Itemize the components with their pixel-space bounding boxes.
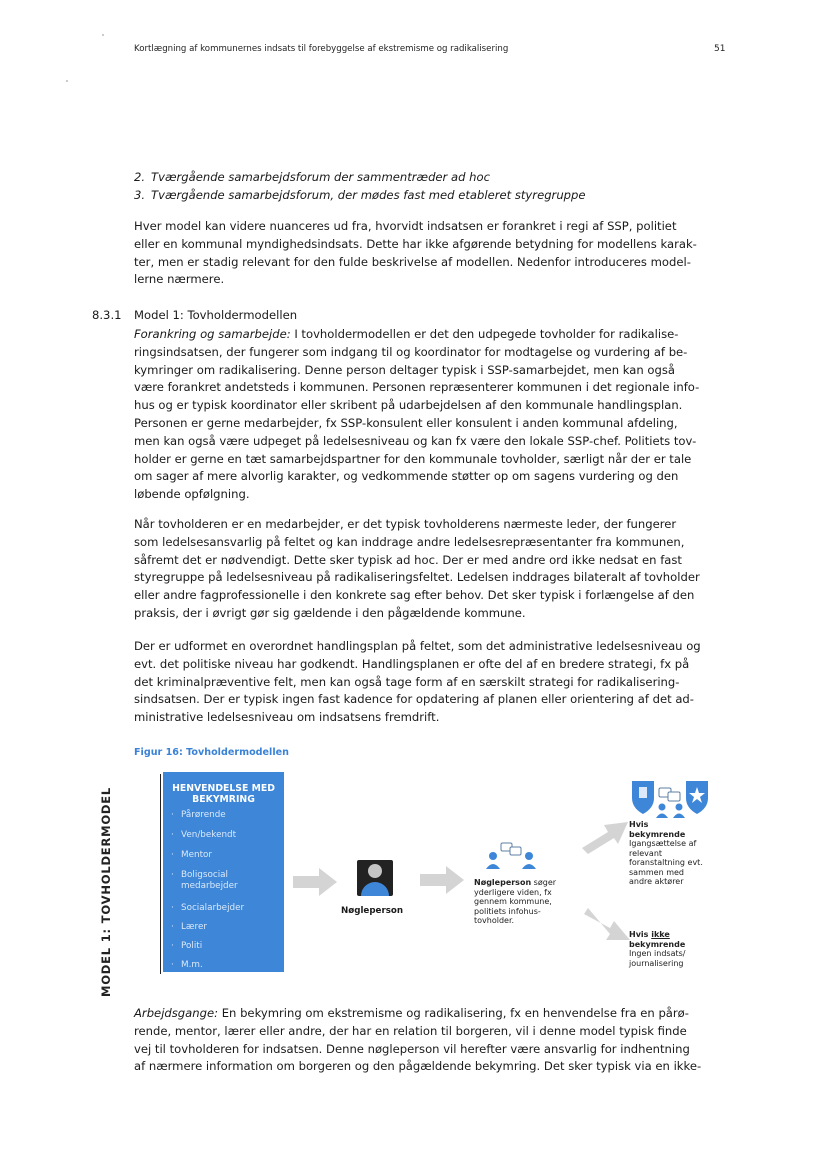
- section-title: Model 1: Tovholdermodellen: [134, 308, 298, 322]
- list-text: Tværgående samarbejdsforum der sammentræder ad hoc: [151, 170, 490, 184]
- list-item: [134, 170, 490, 184]
- text-run: I tovholdermodellen er det den udpegede tovholder for radikalise-: [290, 327, 679, 341]
- text-line: af nærmere information om borgeren og den pågældende bekymring. Det sker typisk via en ikke-: [134, 1059, 702, 1074]
- text-line: vej til tovholderen for indsatsen. Denne nøgleperson vil herefter være ansvarlig for indhentning: [134, 1041, 690, 1056]
- list-number: 2.: [134, 170, 146, 184]
- arrow-up-right-icon: [580, 814, 630, 854]
- list-item: · Ven/bekendt: [171, 830, 237, 840]
- text-line: holder er gerne en tæt samarbejdspartner for den kommunale tovholder, særligt når der er tale: [134, 451, 692, 466]
- list-item: · Lærer: [171, 922, 207, 932]
- text-line: Når tovholderen er en medarbejder, er det typisk tovholderens nærmeste leder, der fungerer: [134, 517, 677, 531]
- concern-box-title: HENVENDELSE MED BEKYMRING: [172, 783, 275, 805]
- text-line: det kriminalpræventive felt, men kan også tage form af en særskilt strategi for radikalisering-: [134, 674, 680, 689]
- text-line: være forankret andetsteds i kommunen. Personen repræsenterer kommunen i det regionale info-: [134, 380, 700, 395]
- text-line: rende, mentor, lærer eller andre, der har en relation til borgeren, vil i denne model typisk finde: [134, 1023, 687, 1038]
- text-line: [134, 1005, 726, 1023]
- arrow-down-right-icon: [582, 908, 632, 946]
- list-item: · M.m.: [171, 960, 203, 970]
- arrow-right-icon: [420, 866, 466, 894]
- text-line: ministrative ledelsesniveau om indsatsens fremdrift.: [134, 710, 440, 725]
- paragraph-handlingsplan: [134, 638, 726, 727]
- list-number: 3.: [134, 188, 146, 202]
- text-line: Der er udformet en overordnet handlingsplan på feltet, som det administrative ledelsesniveau og: [134, 639, 701, 653]
- text-line: evt. det politiske niveau har godkendt. Handlingsplanen er ofte del af en bredere strategi, fx på: [134, 656, 690, 671]
- paragraph-forankring: [134, 326, 726, 504]
- text-line: såfremt det er nødvendigt. Dette sker typisk ad hoc. Der er med andre ord ikke nedsat en fast: [134, 552, 682, 567]
- page-number: 51: [714, 44, 726, 54]
- lead-in: Arbejdsgange:: [134, 1006, 219, 1020]
- list-text: Tværgående samarbejdsforum, der mødes fast med etableret styregruppe: [151, 188, 586, 202]
- arrow-right-icon: [293, 868, 339, 896]
- list-item: [134, 188, 586, 202]
- text-line: løbende opfølgning.: [134, 487, 250, 502]
- scan-speck: [102, 34, 104, 36]
- text-line: Personen er gerne medarbejder, fx SSP-konsulent eller konsulent i anden kommunal afdeling,: [134, 415, 678, 430]
- person-head: [368, 864, 382, 878]
- authorities-icon: [630, 778, 712, 818]
- text-line: eller andre fagprofessionelle i den konkrete sag efter behov. Det sker typisk i forlængelse af den: [134, 588, 695, 603]
- text-line: eller en kommunal myndighedsindsats. Dette har ikke afgørende betydning for modellens karak-: [134, 236, 697, 251]
- text-line: Hver model kan videre nuanceres ud fra, hvorvidt indsatsen er forankret i regi af SSP, politiet: [134, 219, 677, 233]
- paragraph-intro: [134, 218, 726, 289]
- text-line: ringsindsatsen, der fungerer som indgang til og koordinator for modtagelse og vurdering af be-: [134, 344, 688, 359]
- list-item: · Socialarbejder: [171, 903, 245, 913]
- text-line: som ledelsesansvarlig på feltet og kan inddrage andre ledelsesrepræsentanter fra kommunen,: [134, 534, 685, 549]
- section-number: 8.3.1: [92, 308, 122, 322]
- concern-box: [163, 772, 284, 972]
- person-body: [361, 882, 389, 896]
- text-line: men kan også være udpeget på ledelsesniveau og kan fx være den lokale SSP-chef. Politiets tov-: [134, 433, 697, 448]
- running-header: Kortlægning af kommunernes indsats til forebyggelse af ekstremisme og radikalisering: [134, 44, 509, 54]
- list-item: · Politi: [171, 941, 203, 951]
- person-label: Nøgleperson: [341, 906, 404, 916]
- text-line: lerne nærmere.: [134, 272, 225, 287]
- keyperson-text: Nøgleperson søger yderligere viden, fx gennem kommune, politiets infohus- tovholder.: [474, 878, 557, 925]
- scan-speck: [66, 80, 68, 82]
- text-line: om sager af mere alvorlig karakter, og vedkommende støtter op om sagens vurdering og den: [134, 469, 679, 484]
- text-line: ter, men er stadig relevant for den fulde beskrivelse af modellen. Nedenfor introduceres model-: [134, 254, 691, 269]
- text-line: hus og er typisk koordinator eller skribent på udarbejdelsen af den kommunale handlingsplan.: [134, 398, 683, 413]
- paragraph-leder: [134, 516, 726, 623]
- lead-in: Forankring og samarbejde:: [134, 327, 291, 341]
- figure-caption: Figur 16: Tovholdermodellen: [134, 747, 289, 758]
- concern-outcome-text: Hvis bekymrende Igangsættelse af relevant foranstaltning evt. sammen med andre aktører: [629, 820, 703, 886]
- list-item: · Mentor: [171, 850, 213, 860]
- no-concern-outcome-text: Hvis ikke bekymrende Ingen indsats/ journalisering: [629, 930, 686, 968]
- text-line: sindsatsen. Der er typisk ingen fast kadence for opdatering af planen eller orientering af det ad-: [134, 692, 694, 707]
- text-line: [134, 326, 726, 344]
- person-icon: [357, 860, 393, 896]
- text-run: En bekymring om ekstremisme og radikalisering, fx en henvendelse fra en pårø-: [218, 1006, 689, 1020]
- text-line: praksis, der i øvrigt gør sig gældende i den pågældende kommune.: [134, 605, 526, 620]
- list-item: · Boligsocial medarbejder: [171, 870, 238, 891]
- paragraph-arbejdsgange: [134, 1005, 726, 1076]
- figure-divider: [160, 774, 161, 974]
- text-line: kymringer om radikalisering. Denne person deltager typisk i SSP-samarbejdet, men kan også: [134, 362, 675, 377]
- text-line: styregruppe på ledelsesniveau på radikaliseringsfeltet. Ledelsen inddrages bilateralt af tovholder: [134, 570, 700, 585]
- conversation-icon: [484, 840, 538, 870]
- list-item: · Pårørende: [171, 810, 226, 820]
